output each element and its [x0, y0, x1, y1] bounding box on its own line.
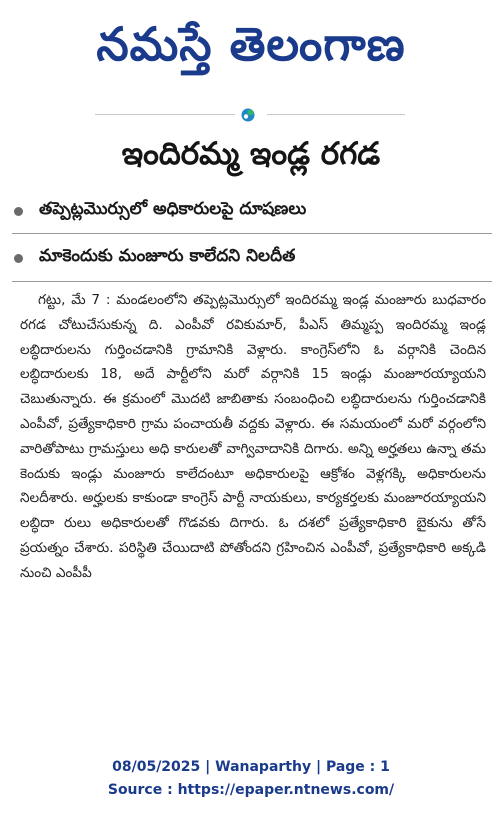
- subheading-separator: [12, 233, 492, 234]
- footer-meta: 08/05/2025 | Wanaparthy | Page : 1: [112, 759, 390, 775]
- masthead-divider: [95, 108, 405, 122]
- clip-fade: [20, 725, 486, 741]
- headline-text: ఇందిరమ్మ ఇండ్ల రగడ: [121, 135, 381, 172]
- masthead: [0, 0, 502, 100]
- footer-source: Source : https://epaper.ntnews.com/: [107, 782, 395, 798]
- article-headline: [0, 128, 502, 186]
- subheading-text: మాకెందుకు మంజూరు కాలేదని నిలదీత: [39, 246, 296, 266]
- bullet-dot-icon: [14, 207, 23, 216]
- newspaper-title: నమస్తే తెలంగాణ: [96, 17, 406, 71]
- bullet-dot-icon: [14, 254, 23, 263]
- circle-logo-icon: [241, 108, 255, 122]
- divider-line-left: [95, 114, 235, 115]
- subheading-1: [14, 196, 494, 226]
- article-body: [20, 288, 486, 740]
- article-paragraph: గట్టు, మే 7 : మండలంలోని తప్పెట్లమొర్సులో ఇందిరమ్మ ఇండ్ల మంజూరు బుధవారం రగడ చోటుచేసుకున్న ది. ఎంపీవో రవికుమార్, పీఎస్ తిమ్మప్ప ఇందిరమ్మ ఇండ్ల లబ్ధిదారులను గుర్తించడానికి గ్రామానికి వెళ్లారు. కాంగ్రెస్‌లోని ఓ వర్గానికి చెందిన లబ్ధిదారులకు 18, అదే పార్టీలోని మరో వర్గానికి 15 ఇండ్లు మంజూరయ్యాయని చెబుతున్నారు. ఈ క్రమంలో మొదటి జాబితాకు సంబంధించి లబ్ధిదారులను గుర్తించడానికి ఎంపీవో, ప్రత్యేకాధికారి గ్రామ పంచాయతీ వద్దకు వెళ్లారు. ఈ సమయంలో మరో వర్గంలోని వారితోపాటు గ్రామస్తులు అధి కారులతో వాగ్వివాదానికి దిగారు. అన్ని అర్హతలు ఉన్నా తమ కెందుకు ఇండ్లు మంజూరు కాలేదంటూ అధికారులపై ఆక్రోశం వెళ్లగక్కి అధికారులను నిలదీశారు. అర్హులకు కాకుండా కాంగ్రెస్ పార్టీ నాయకులు, కార్యకర్తలకు మంజూరయ్యాయని లబ్ధిదా రులు అధికారులతో గొడవకు దిగారు. ఓ దశలో ప్రత్యేకాధికారి బైకును తోసే ప్రయత్నం చేశారు. పరిస్థితి చేయిదాటి పోతోందని గ్రహించిన ఎంపీవో, ప్రత్యేకాధికారి అక్కడి నుంచి ఎంపీపీ: [20, 292, 486, 581]
- subheading-text: తప్పెట్లమొర్సులో అధికారులపై దూషణలు: [39, 199, 307, 219]
- divider-line-right: [267, 114, 405, 115]
- subheading-2: [14, 243, 494, 273]
- subheading-separator: [12, 281, 492, 282]
